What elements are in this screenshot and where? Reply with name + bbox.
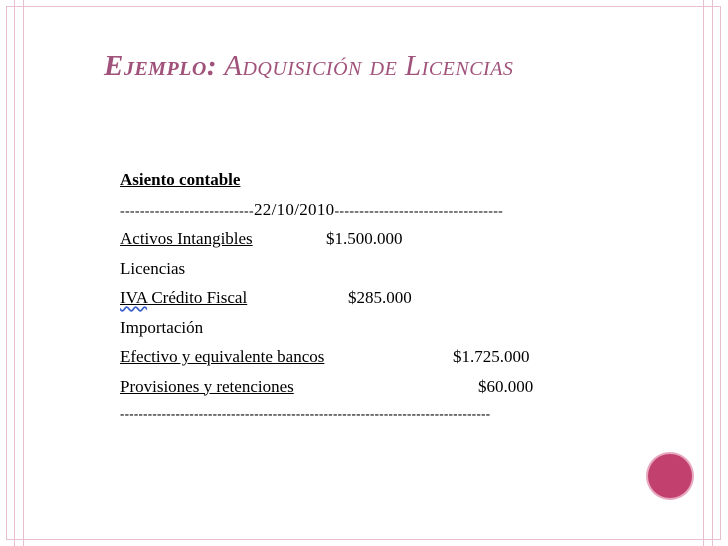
right-decorative-band: [703, 0, 713, 546]
date-line-right: ----------------------------------: [334, 203, 504, 219]
account-name: Provisiones y retenciones: [120, 376, 294, 396]
table-row: [120, 377, 590, 407]
date-line: [120, 200, 590, 230]
entry-heading: Asiento contable: [120, 170, 241, 189]
credit-amount: $60.000: [478, 376, 534, 396]
entry-heading-line: [120, 170, 590, 200]
left-decorative-band: [14, 0, 24, 546]
table-row: [120, 347, 590, 377]
debit-amount: $1.500.000: [326, 229, 403, 248]
closing-line: [120, 406, 590, 436]
slide-title: [104, 50, 513, 83]
table-row: [120, 288, 590, 318]
date-line-left: ---------------------------: [120, 203, 254, 219]
decorative-circle-icon: [648, 454, 692, 498]
account-name: [120, 288, 247, 307]
journal-entry: [120, 170, 590, 436]
account-name-part1: IVA: [120, 288, 148, 307]
debit-amount: $285.000: [348, 288, 412, 307]
account-name: Licencias: [120, 258, 186, 278]
credit-amount: $1.725.000: [453, 347, 530, 366]
closing-dashes: --------------------------------------------------------------------------------: [120, 406, 491, 421]
table-row: [120, 318, 590, 348]
entry-date: 22/10/2010: [253, 199, 335, 219]
table-row: [120, 229, 590, 259]
title-text: Adquisición de Licencias: [217, 50, 514, 82]
account-name-part2: Crédito Fiscal: [147, 288, 248, 307]
table-row: [120, 259, 590, 289]
title-keyword: Ejemplo:: [104, 50, 217, 82]
account-name: Importación: [120, 317, 204, 337]
account-name: Activos Intangibles: [120, 229, 253, 248]
account-name: Efectivo y equivalente bancos: [120, 347, 325, 366]
